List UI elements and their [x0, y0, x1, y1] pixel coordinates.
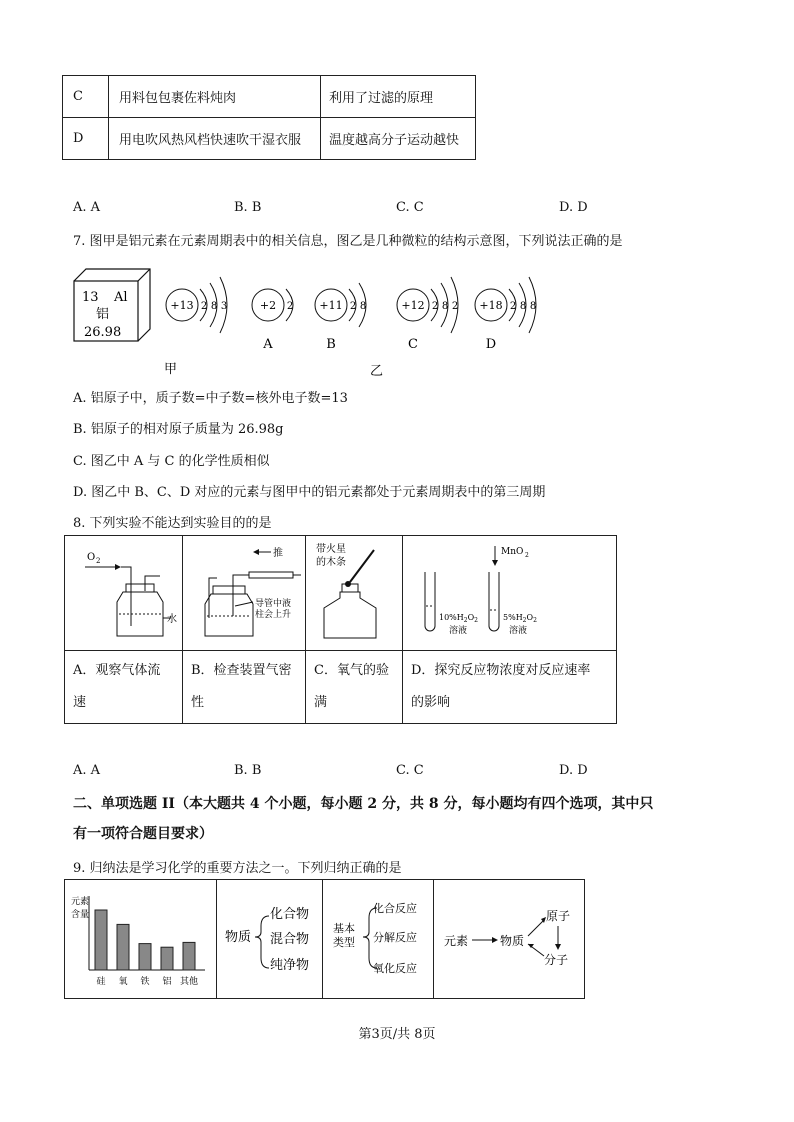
bar	[117, 924, 129, 970]
q8-caption-a: A．观察气体流 速	[65, 651, 183, 724]
nucleus-charge: +13	[170, 299, 194, 312]
q8-caption-c: C．氧气的验 满	[306, 651, 403, 724]
q9-reaction-type-cell	[323, 880, 434, 999]
gas-label: O	[87, 552, 96, 563]
substance-classification	[217, 880, 322, 994]
q9-classification-cell	[217, 880, 323, 999]
q8-table	[64, 535, 617, 724]
bar	[95, 910, 107, 970]
label-jia: 甲	[164, 362, 178, 377]
cell-number: 13	[82, 290, 99, 305]
class-root: 物质	[225, 930, 252, 945]
page-footer: 第3页/共 8页	[358, 1027, 436, 1042]
atom-label: D	[485, 337, 497, 352]
q9-relation-cell	[434, 880, 585, 999]
class-item: 混合物	[270, 932, 310, 947]
atom-label: C	[408, 337, 418, 352]
q8-option-d: D. D	[559, 763, 588, 778]
shell-electron-count: 8	[210, 301, 218, 312]
bar-category-label: 硅	[96, 977, 106, 987]
q8-fig-c	[306, 536, 403, 651]
q7-stem: 7. 图甲是铝元素在元素周期表中的相关信息，图乙是几种微粒的结构示意图，下列说法正确的是	[73, 234, 623, 249]
chart-ylabel-2: 含量	[71, 910, 90, 920]
q8-caption-d: D．探究反应物浓度对反应速率 的影响	[403, 651, 617, 724]
q6-row-reason: 利用了过滤的原理	[321, 76, 476, 118]
element-content-bar-chart	[65, 880, 216, 994]
reaction-types	[323, 880, 433, 994]
relation-atom: 原子	[546, 909, 571, 923]
q7-option-b: B. 铝原子的相对原子质量为 26.98g	[73, 422, 284, 437]
q6-row-letter: C	[63, 76, 109, 118]
nucleus-charge: +2	[259, 299, 277, 312]
svg-text:10%H2O2: $10\%H_2O_2$	[439, 613, 478, 624]
shell-electron-count: 8	[529, 301, 537, 312]
q6-option-d: D. D	[559, 200, 588, 215]
right-solution: 溶液	[509, 626, 528, 636]
reaction-rate-figure	[403, 536, 608, 646]
q8-fig-d	[403, 536, 617, 651]
shell-electron-count: 8	[359, 301, 367, 312]
atom-label: A	[263, 337, 273, 352]
shell-electron-count: 2	[451, 301, 459, 312]
note-c-1: 带火星	[316, 544, 346, 555]
svg-text:5%H2O2: $5\%H_2O_2$	[503, 613, 537, 624]
element-substance-relation	[434, 880, 584, 994]
section-heading-line1: 二、单项选题 II（本大题共 4 个小题，每小题 2 分，共 8 分，每小题均有四个选项，其中只	[73, 796, 654, 812]
periodic-cell	[74, 269, 150, 341]
cell-mass: 26.98	[84, 325, 122, 340]
q6-row-action: 用料包包裹佐料炖肉	[109, 76, 321, 118]
class-item: 纯净物	[270, 958, 310, 973]
q9-table	[64, 879, 585, 999]
q6-option-a: A. A	[73, 200, 101, 215]
shell-electron-count: 2	[431, 301, 439, 312]
nucleus-charge: +12	[401, 299, 425, 312]
push-label: 推	[273, 548, 283, 559]
q6-option-b: B. B	[234, 200, 262, 215]
q9-bar-chart-cell	[65, 880, 217, 999]
oxygen-full-test-figure	[306, 536, 402, 646]
reaction-root-2: 类型	[333, 936, 355, 949]
water-label: 水	[167, 614, 177, 625]
bar-category-label: 其他	[179, 977, 199, 987]
shell-electron-count: 8	[441, 301, 449, 312]
label-yi: 乙	[370, 364, 384, 379]
q8-fig-b	[183, 536, 306, 651]
bar-category-label: 铁	[140, 977, 150, 987]
shell-electron-count: 2	[200, 301, 208, 312]
nucleus-charge: +11	[319, 299, 343, 312]
bar	[161, 947, 173, 970]
relation-element: 元素	[444, 934, 469, 948]
bar-category-label: 铝	[162, 977, 172, 987]
q6-row-action: 用电吹风热风档快速吹干湿衣服	[109, 118, 321, 160]
nucleus-charge: +18	[479, 299, 503, 312]
q7-figure	[60, 255, 560, 380]
svg-text:2: 2	[525, 552, 529, 559]
left-solution: 溶液	[449, 626, 468, 636]
q8-fig-a	[65, 536, 183, 651]
q8-stem: 8. 下列实验不能达到实验目的的是	[73, 516, 272, 531]
q8-caption-b: B．检查装置气密 性	[183, 651, 306, 724]
bar	[183, 942, 195, 970]
q8-option-b: B. B	[234, 763, 262, 778]
reaction-root-1: 基本	[333, 922, 355, 935]
shell-electron-count: 8	[519, 301, 527, 312]
bar	[139, 944, 151, 970]
cell-name: 铝	[96, 307, 110, 322]
q7-option-c: C. 图乙中 A 与 C 的化学性质相似	[73, 454, 270, 469]
atom-diagram	[475, 277, 536, 352]
shell-electron-count: 2	[349, 301, 357, 312]
atom-diagram	[315, 283, 366, 352]
note-b-2: 柱会上升	[255, 610, 292, 620]
gas-bottle-figure	[65, 536, 182, 646]
q8-option-a: A. A	[73, 763, 101, 778]
atom-diagram	[397, 277, 458, 352]
q9-stem: 9. 归纳法是学习化学的重要方法之一。下列归纳正确的是	[73, 861, 402, 876]
q7-option-a: A. 铝原子中，质子数=中子数=核外电子数=13	[73, 391, 348, 406]
airtight-check-figure	[183, 536, 305, 646]
svg-text:2: 2	[96, 557, 101, 565]
cell-symbol: Al	[114, 290, 128, 305]
q8-option-c: C. C	[396, 763, 424, 778]
relation-molecule: 分子	[544, 953, 569, 967]
class-item: 化合物	[270, 907, 310, 922]
q7-option-d: D. 图乙中 B、C、D 对应的元素与图甲中的铝元素都处于元素周期表中的第三周期	[73, 485, 546, 500]
q6-row-reason: 温度越高分子运动越快	[321, 118, 476, 160]
atom-diagram	[166, 277, 227, 333]
shell-electron-count: 3	[220, 301, 228, 312]
q6-option-c: C. C	[396, 200, 424, 215]
reaction-item: 氧化反应	[373, 962, 417, 975]
note-c-2: 的木条	[316, 557, 346, 568]
bar-category-label: 氧	[118, 977, 128, 987]
relation-substance: 物质	[500, 934, 525, 948]
q6-table	[62, 75, 476, 160]
atom-label: B	[326, 337, 336, 352]
reaction-item: 化合反应	[373, 902, 417, 915]
shell-electron-count: 2	[509, 301, 517, 312]
q6-row-letter: D	[63, 118, 109, 160]
mno2-label: MnO	[501, 547, 524, 557]
shell-electron-count: 2	[286, 301, 294, 312]
atom-diagram	[252, 289, 293, 352]
section-heading-line2: 有一项符合题目要求）	[73, 826, 213, 842]
note-b-1: 导管中液	[255, 599, 292, 609]
chart-ylabel-1: 元素	[71, 897, 90, 907]
reaction-item: 分解反应	[373, 931, 417, 944]
